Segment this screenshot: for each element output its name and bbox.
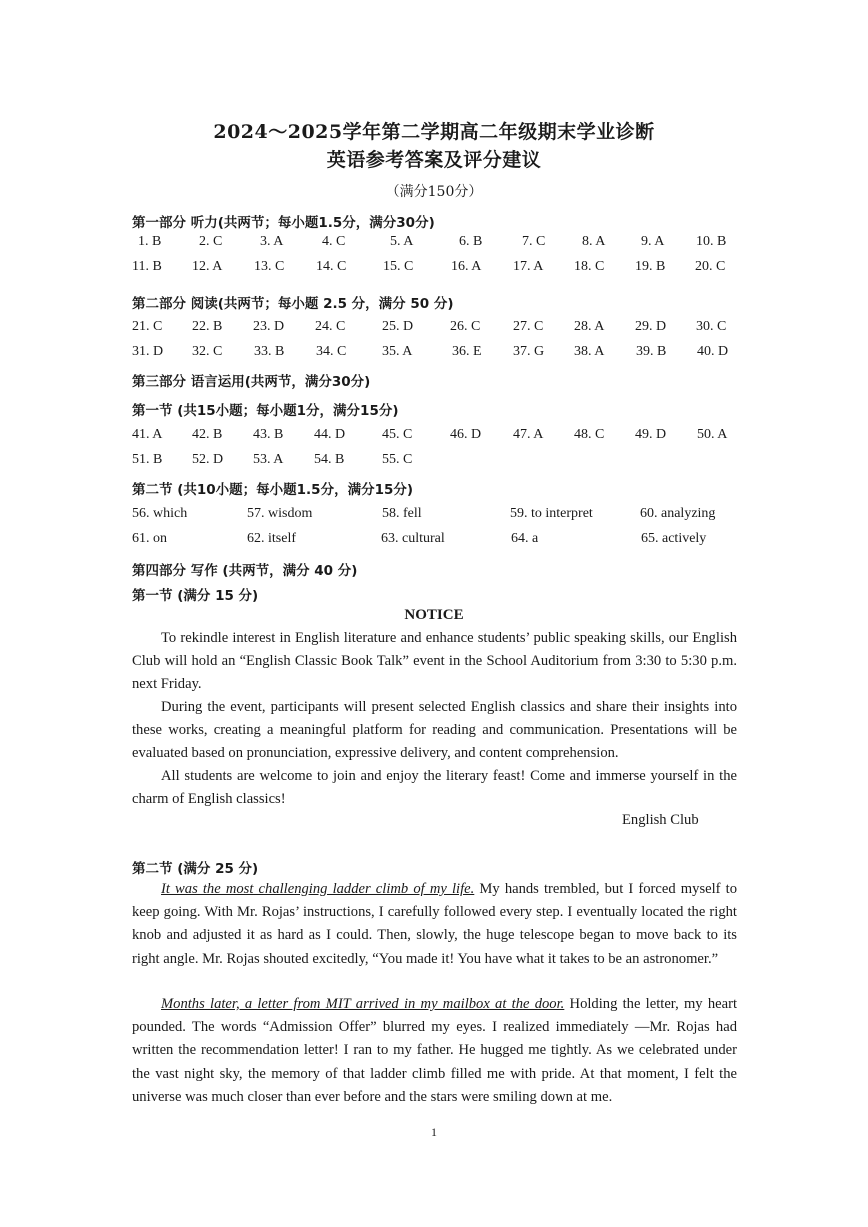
answer-item: 7. C [522,234,546,249]
answer-item: 22. B [192,319,223,334]
answer-item: 47. A [513,427,544,442]
answer-item: 36. E [452,344,482,359]
answer-item: 44. D [314,427,346,442]
answer-item: 23. D [253,319,285,334]
answer-item: 63. cultural [381,531,445,546]
part3-section2-heading: 第二节 (共10小题；每小题1.5分，满分15分) [132,482,414,498]
answer-item: 25. D [382,319,414,334]
answer-item: 61. on [132,531,167,546]
answer-item: 55. C [382,452,413,467]
answer-item: 33. B [254,344,285,359]
part4-heading: 第四部分 写作 (共两节，满分 40 分) [132,563,358,579]
notice-paragraph: All students are welcome to join and enjoy the literary feast! Come and immerse yourself in the charm of English classics! [132,768,737,808]
story-paragraph [132,993,737,1109]
answer-item: 8. A [582,234,606,249]
answer-item: 50. A [697,427,728,442]
answer-item: 24. C [315,319,346,334]
answer-item: 56. which [132,506,188,521]
answer-item: 43. B [253,427,284,442]
story-paragraph [132,878,737,971]
part3-heading: 第三部分 语言运用(共两节，满分30分) [132,374,371,390]
answer-item: 19. B [635,259,666,274]
answer-item: 53. A [253,452,284,467]
answer-item: 60. analyzing [640,506,716,521]
answer-item: 28. A [574,319,605,334]
answer-item: 34. C [316,344,347,359]
answer-item: 51. B [132,452,163,467]
answer-item: 35. A [382,344,413,359]
answer-item: 30. C [696,319,727,334]
answer-item: 9. A [641,234,665,249]
full-score: （满分150分） [385,184,483,200]
answer-item: 16. A [451,259,482,274]
answer-item: 2. C [199,234,223,249]
story-body: My hands trembled, but I forced myself to keep going. With Mr. Rojas’ instructions, I carefully followed every step. I eventually located the right knob and adjusted it as hard as I could. Then, slowly, the huge telescope began to move back to its right angle. Mr. Rojas shouted excitedly, “You made it! You have what it takes to be an astronomer.” [132,881,737,967]
answer-item: 37. G [513,344,545,359]
answer-item: 21. C [132,319,163,334]
answer-item: 18. C [574,259,605,274]
answer-item: 62. itself [247,531,296,546]
answer-item: 5. A [390,234,414,249]
answer-item: 39. B [636,344,667,359]
answer-item: 49. D [635,427,667,442]
answer-item: 14. C [316,259,347,274]
answer-item: 58. fell [382,506,422,521]
answer-item: 45. C [382,427,413,442]
answer-item: 15. C [383,259,414,274]
page-number: 1 [431,1125,437,1139]
answer-item: 13. C [254,259,285,274]
part1-heading: 第一部分 听力(共两节；每小题1.5分，满分30分) [132,215,435,231]
answer-item: 52. D [192,452,224,467]
answer-item: 59. to interpret [510,506,593,521]
answer-item: 6. B [459,234,483,249]
answer-item: 40. D [697,344,729,359]
answer-item: 20. C [695,259,726,274]
answer-item: 12. A [192,259,223,274]
answer-item: 41. A [132,427,163,442]
part4-section1-heading: 第一节 (满分 15 分) [132,588,259,604]
notice-title: NOTICE [404,607,464,623]
answer-item: 38. A [574,344,605,359]
answer-item: 26. C [450,319,481,334]
page-subtitle: 英语参考答案及评分建议 [326,149,542,171]
part2-heading: 第二部分 阅读(共两节；每小题 2.5 分，满分 50 分) [132,296,454,312]
answer-item: 31. D [132,344,164,359]
answer-item: 57. wisdom [247,506,313,521]
answer-item: 27. C [513,319,544,334]
notice-paragraph: To rekindle interest in English literature and enhance students’ public speaking skills, our English Club will hold an “English Classic Book Talk” event in the School Auditorium from 3:30 to 5:30 p.m. next Friday. [132,630,737,693]
answer-item: 46. D [450,427,482,442]
part4-section2-heading: 第二节 (满分 25 分) [132,861,259,877]
answer-item: 1. B [138,234,162,249]
answer-item: 65. actively [641,531,707,546]
part3-section1-heading: 第一节 (共15小题；每小题1分，满分15分) [132,403,399,419]
answer-item: 64. a [511,531,539,546]
answer-item: 29. D [635,319,667,334]
answer-item: 42. B [192,427,223,442]
story-body: Holding the letter, my heart pounded. The words “Admission Offer” blurred my eyes. I realized immediately —Mr. Rojas had written the recommendation letter! I ran to my father. He hugged me tightly. As we celebrated under the vast night sky, the memory of that ladder climb filled me with pride. At that moment, I felt the universe was much closer than ever before and the stars were smiling down at me. [132,996,738,1105]
story-lead-sentence: Months later, a letter from MIT arrived in my mailbox at the door. [161,996,565,1012]
answer-item: 10. B [696,234,727,249]
answer-item: 48. C [574,427,605,442]
answer-item: 11. B [132,259,162,274]
story-lead-sentence: It was the most challenging ladder climb of my life. [161,881,475,897]
notice-paragraph: During the event, participants will present selected English classics and share their insights into these works, creating a meaningful platform for reading and communication. Presentations will be evaluated based on pronunciation, expressive delivery, and content comprehension. [132,699,737,762]
answer-item: 54. B [314,452,345,467]
page-title: 2024～2025学年第二学期高二年级期末学业诊断 [213,121,655,143]
answer-item: 4. C [322,234,346,249]
notice-signature: English Club [622,812,699,828]
answer-item: 32. C [192,344,223,359]
answer-item: 3. A [260,234,284,249]
answer-item: 17. A [513,259,544,274]
